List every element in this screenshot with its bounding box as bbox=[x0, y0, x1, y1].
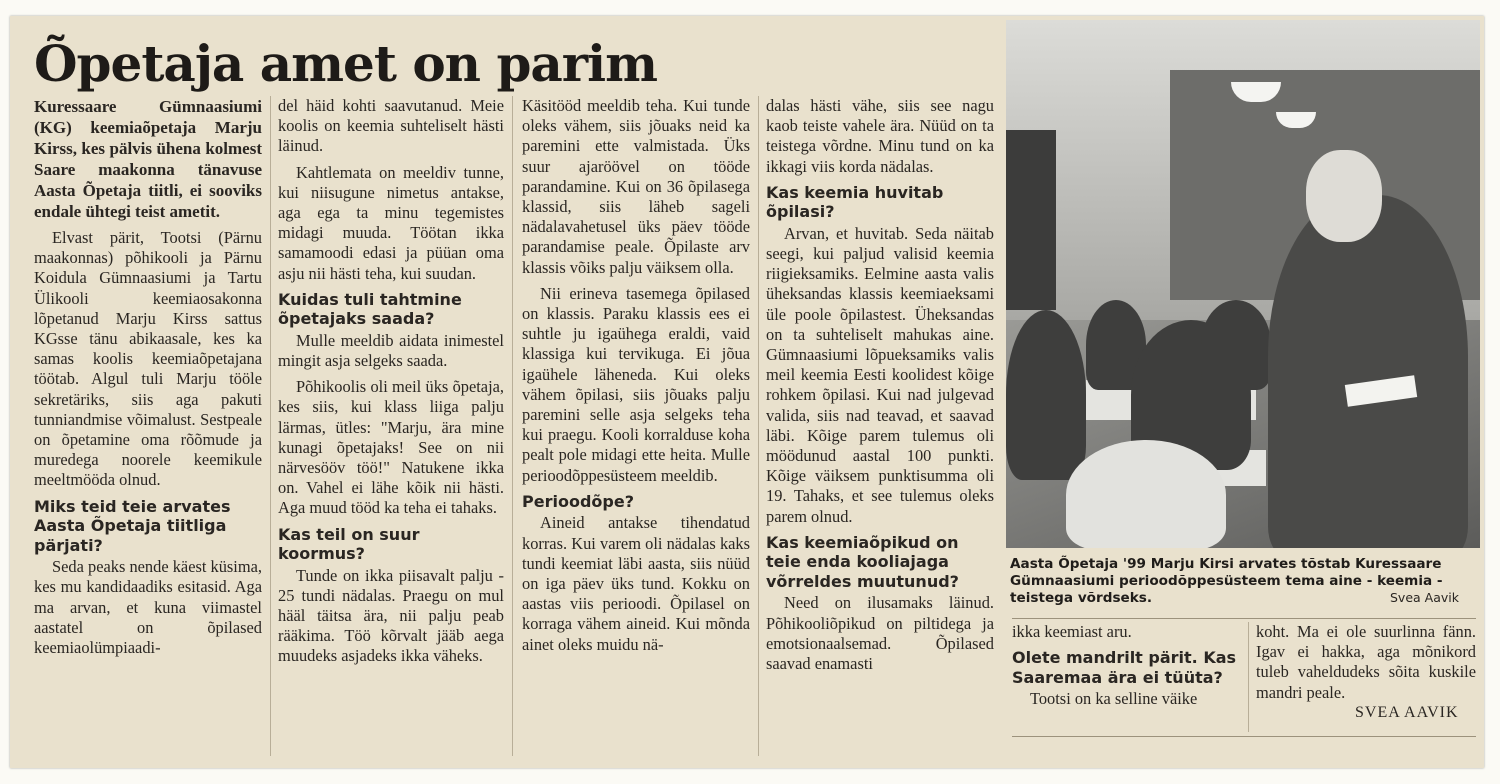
classroom-photo bbox=[1006, 20, 1480, 548]
paragraph: del häid kohti saavutanud. Meie koolis on keemia suhteliselt hästi läinud. bbox=[278, 96, 504, 156]
question-heading: Kas keemiaõpikud on teie enda kooliajaga võrreldes muutunud? bbox=[766, 532, 959, 591]
column-divider bbox=[758, 96, 759, 756]
question-heading: Perioodõpe? bbox=[522, 491, 634, 511]
paragraph: Kahtlemata on meeldiv tunne, kui niisugune nimetus antakse, aga ega ta minu tegemistes midagi muuda. Töötan ikka samamoodi edasi ja püüan oma asju nii hästi teha, kui suudan. bbox=[278, 162, 504, 283]
column-2 bbox=[278, 96, 504, 673]
bottom-rule bbox=[1012, 736, 1476, 737]
paragraph: Mulle meeldib aidata inimestel mingit asja selgeks saada. bbox=[278, 330, 504, 371]
student bbox=[1006, 310, 1086, 480]
question-heading: Kas keemia huvitab õpilasi? bbox=[766, 182, 944, 222]
student bbox=[1066, 440, 1226, 548]
teacher-figure bbox=[1268, 195, 1468, 548]
byline: SVEA AAVIK bbox=[1355, 704, 1459, 721]
column-3 bbox=[522, 96, 750, 661]
paragraph: ikka keemiast aru. bbox=[1012, 622, 1132, 641]
student bbox=[1201, 300, 1271, 390]
paragraph: Käsitööd meeldib teha. Kui tunde oleks vähem, siis jõuaks neid ka paremini ette valmistada. Üks suur ajaröövel on tööde parandamine. Kui on 36 õpilasega klassid, siis läheb sageli nädalavahetusel üks päev tööde parandamise peale. Õpilaste arv klassis võiks palju väiksem olla. bbox=[522, 96, 750, 277]
photo-credit: Svea Aavik bbox=[1390, 590, 1459, 605]
column-1 bbox=[34, 96, 262, 664]
question-heading: Kas teil on suur koormus? bbox=[278, 524, 420, 564]
paragraph: Need on ilusamaks läinud. Põhikooliõpikud on piltidega ja emotsionaalsemad. Õpilased saavad enamasti bbox=[766, 593, 994, 673]
paragraph: Tootsi on ka selline väike bbox=[1030, 689, 1198, 709]
column-divider bbox=[512, 96, 513, 756]
column-divider bbox=[270, 96, 271, 756]
paragraph: Elvast pärit, Tootsi (Pärnu maakonnas) põhikooli ja Pärnu Koidula Gümnaasiumi ja Tartu Ülikooli keemiaosakonna lõpetanud Marju Kirss sattus KGsse tänu abikaasale, kes ka samas koolis keemiaõpetajana töötab. Algul tuli Marju tööle sekretäriks, siis aga pakuti tunniandmise võimalust. Sestpeale on õpetamine oma rõõmude ja muredega noorele keemikule meeltmööda olnud. bbox=[34, 228, 262, 490]
lead-paragraph: Kuressaare Gümnaasiumi (KG) keemiaõpetaja Marju Kirss, kes pälvis ühena kolmest Saare maakonna tänavuse Aasta Õpetaja tiitli, ei sooviks endale ühtegi teist ametit. bbox=[34, 97, 262, 221]
photo-caption: Aasta Õpetaja '99 Marju Kirsi arvates tõstab Kuressaare Gümnaasiumi perioodõppesüsteem tema aine - keemia - teistega võrdseks. bbox=[1010, 556, 1443, 606]
paragraph: Aineid antakse tihendatud korras. Kui varem oli nädalas kaks tundi keemiat läbi aasta, siis nüüd on iga päev üks tund. Kokku on aastas viis perioodi. Õpilasel on korraga vähem aineid. Kui mõnda ainet oleks muidu nä- bbox=[522, 513, 750, 654]
paragraph: Tunde on ikka piisavalt palju - 25 tundi nädalas. Praegu on mul hääl täitsa ära, nii palju peab rääkima. Töö kõrvalt jääb aega muudeks asjadeks ikka väheks. bbox=[278, 565, 504, 666]
paragraph: Nii erineva tasemega õpilased on klassis. Paraku klassis ees ei suhtle ju igaühega eraldi, vaid klassiga kui tervikuga. Ei jõua igaühele läheneda. Kui oleks vähem õpilasi, siis jõuaks palju paremini selle asja selgeks teha kui praegu. Kooli korralduse koha pealt pole midagi ette heita. Mulle perioodõppesüsteem meeldib. bbox=[522, 283, 750, 485]
question-heading: Olete mandrilt pärit. Kas Saaremaa ära ei tüüta? bbox=[1012, 648, 1237, 687]
column-4 bbox=[766, 96, 994, 680]
caption-divider bbox=[1012, 618, 1476, 619]
question-heading: Kuidas tuli tahtmine õpetajaks saada? bbox=[278, 289, 462, 329]
newspaper-clipping bbox=[10, 16, 1484, 768]
paragraph: Seda peaks nende käest küsima, kes mu kandidaadiks esitasid. Aga ma arvan, et kuna viimastel aastatel on õpilased keemiaolümpiaadi- bbox=[34, 557, 262, 657]
paragraph: Arvan, et huvitab. Seda näitab seegi, kui paljud valisid keemia riigieksamiks. Eelmine aasta valis üheksandas klassis keemiaeksami üle poole õpilastest. Üheksandas on ta suhteliselt mahukas aine. Gümnaasiumi lõpueksamiks valis meil keemia Eesti koolidest kõige rohkem õpilasi. Kui nad julgevad valida, siis nad teavad, et saavad läbi. Kõige parem tulemus oli möödunud aastal 100 punkti. Kõige väiksem punktisumma oli 19. Tahaks, et see tulemus oleks parem olnud. bbox=[766, 223, 994, 526]
paragraph: koht. Ma ei ole suurlinna fänn. Igav ei hakka, aga mõnikord tuleb vaheldudeks sõita kuskile mandri peale. bbox=[1256, 622, 1476, 702]
headline: Õpetaja amet on parim bbox=[34, 34, 658, 93]
paragraph: dalas hästi vähe, siis see nagu kaob teiste vahele ära. Nüüd on ta teistega võrdne. Minu tund on ka ikkagi viis korda nädalas. bbox=[766, 96, 994, 176]
column-6 bbox=[1256, 622, 1476, 709]
column-divider bbox=[1248, 622, 1249, 732]
question-heading: Miks teid teie arvates Aasta Õpetaja tiitliga pärjati? bbox=[34, 496, 231, 555]
column-5 bbox=[1012, 622, 1240, 715]
paragraph: Põhikoolis oli meil üks õpetaja, kes siis, kui klass liiga palju lärmas, ütles: "Marju, ära mine kunagi õpetajaks! See on nii närvesööv töö!" Natukene ikka on. Vahel ei lähe kõik nii hästi. Aga muud tööd ka teha ei tahaks. bbox=[278, 377, 504, 518]
